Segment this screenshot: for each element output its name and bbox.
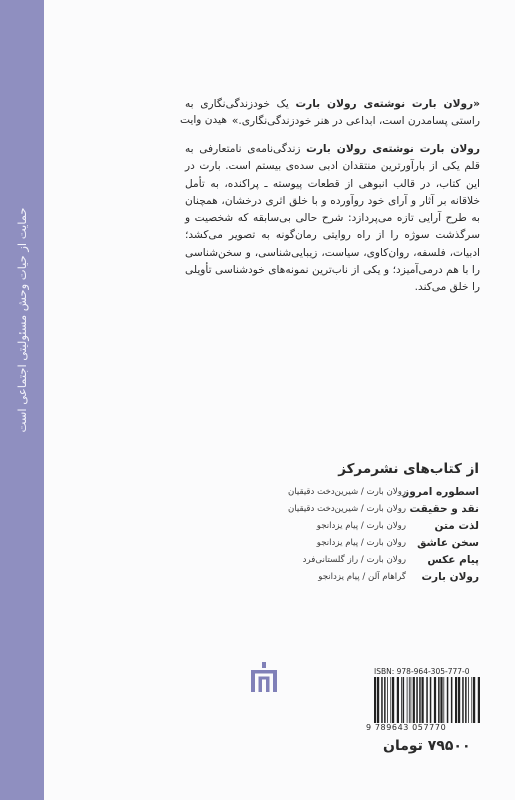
description-lead: رولان بارت نوشته‌ی رولان بارت bbox=[306, 143, 480, 155]
barcode-bar bbox=[458, 677, 460, 723]
barcode-bar bbox=[411, 677, 412, 723]
barcode-bar bbox=[403, 677, 405, 723]
barcode-bar bbox=[377, 677, 379, 723]
book-list-item bbox=[229, 537, 479, 554]
description-text: زندگی‌نامه‌ی نامتعارفی به قلم یکی از بارآورترین منتقدان ادبی سده‌ی بیستم است. بارت در این کتاب، در قالب انبوهی از قطعات پیوسته ـ پراکنده، به تأمل خلاقانه بر آثار و آرای خود روآورده و با خلق اثری درخشان، همچنان به طرح آرایی تازه می‌پردازد: شرح حالی بی‌سابقه که شخصیت و سرگذشت سوژه را از راه روایتی رمان‌گونه به تصویر می‌کشد؛ ادبیات، فلسفه، روان‌کاوی، سیاست، زیبایی‌شناسی، و سخن‌شناسی را با هم درمی‌آمیزد؛ و یکی از ناب‌ترین نمونه‌های خودشناسی تأویلی را خلق می‌کند. bbox=[185, 143, 480, 294]
barcode-bar bbox=[374, 677, 376, 723]
description-paragraph bbox=[185, 141, 480, 297]
book-title: نقد و حقیقت bbox=[409, 503, 479, 515]
barcode-bar bbox=[473, 677, 475, 723]
book-list-item bbox=[229, 571, 479, 588]
book-title: لذت متن bbox=[434, 520, 479, 532]
barcode-bar bbox=[381, 677, 383, 723]
barcode-bar bbox=[413, 677, 415, 723]
book-author: رولان بارت / پیام یزدانجو bbox=[316, 521, 406, 531]
barcode-bar bbox=[430, 677, 432, 723]
barcode-bar bbox=[478, 677, 480, 723]
barcode-bar bbox=[465, 677, 467, 723]
quote-lead: «رولان بارت نوشته‌ی رولان بارت bbox=[295, 98, 480, 110]
book-title: اسطوره امروز bbox=[403, 486, 479, 498]
book-author: رولان بارت / راز گلستانی‌فرد bbox=[302, 555, 406, 565]
book-title: سخن عاشق bbox=[417, 537, 479, 549]
barcode-bar bbox=[443, 677, 444, 723]
publisher-books-heading: از کتاب‌های نشرمرکز bbox=[338, 461, 479, 477]
barcode-bar bbox=[401, 677, 402, 723]
barcode-bar bbox=[387, 677, 388, 723]
quote-text: یک خودزندگی‌نگاری به راستی پسامدرن است، ابداعی در هنر خودزندگی‌نگاری.» bbox=[185, 98, 480, 128]
barcode-bar bbox=[419, 677, 421, 723]
quote-paragraph bbox=[185, 96, 480, 131]
book-author: گراهام آلن / پیام یزدانجو bbox=[318, 572, 406, 582]
barcode-bar bbox=[462, 677, 464, 723]
quote-attribution: هیدن وایت bbox=[180, 114, 227, 126]
barcode-bar bbox=[392, 677, 394, 723]
barcode-digits: 9 789643 057770 bbox=[366, 723, 447, 732]
book-list-item bbox=[229, 486, 479, 503]
barcode-bar bbox=[438, 677, 440, 723]
barcode-bar bbox=[451, 677, 453, 723]
price: ۷۹۵۰۰ تومان bbox=[383, 738, 471, 754]
barcode-bar bbox=[384, 677, 386, 723]
barcode-bar bbox=[426, 677, 428, 723]
nashr-e-markaz-logo-icon bbox=[251, 662, 277, 692]
barcode-bar bbox=[471, 677, 472, 723]
barcode-bar bbox=[447, 677, 449, 723]
barcode-bar bbox=[434, 677, 436, 723]
book-author: رولان بارت / پیام یزدانجو bbox=[316, 538, 406, 548]
book-list-item bbox=[229, 554, 479, 571]
book-list-item bbox=[229, 520, 479, 537]
barcode-bar bbox=[409, 677, 410, 723]
barcode-bar bbox=[416, 677, 418, 723]
barcode-bar bbox=[390, 677, 391, 723]
book-title: پیام عکس bbox=[427, 554, 479, 566]
barcode-bar bbox=[440, 677, 442, 723]
barcode-bar bbox=[468, 677, 469, 723]
book-title: رولان بارت bbox=[421, 571, 479, 583]
barcode-icon bbox=[373, 677, 483, 723]
book-list-item bbox=[229, 503, 479, 520]
barcode-bar bbox=[422, 677, 424, 723]
spine-band bbox=[0, 0, 44, 800]
barcode-bar bbox=[397, 677, 399, 723]
barcode-bar bbox=[407, 677, 408, 723]
barcode-bar bbox=[455, 677, 457, 723]
spine-text: حمایت از حیات وحش مسئولیتی اجتماعی است bbox=[15, 207, 29, 433]
book-author: رولان بارت / شیرین‌دخت دقیقیان bbox=[287, 504, 406, 514]
book-author: رولان بارت / شیرین‌دخت دقیقیان bbox=[287, 487, 406, 497]
isbn-text: ISBN: 978-964-305-777-0 bbox=[374, 667, 470, 676]
